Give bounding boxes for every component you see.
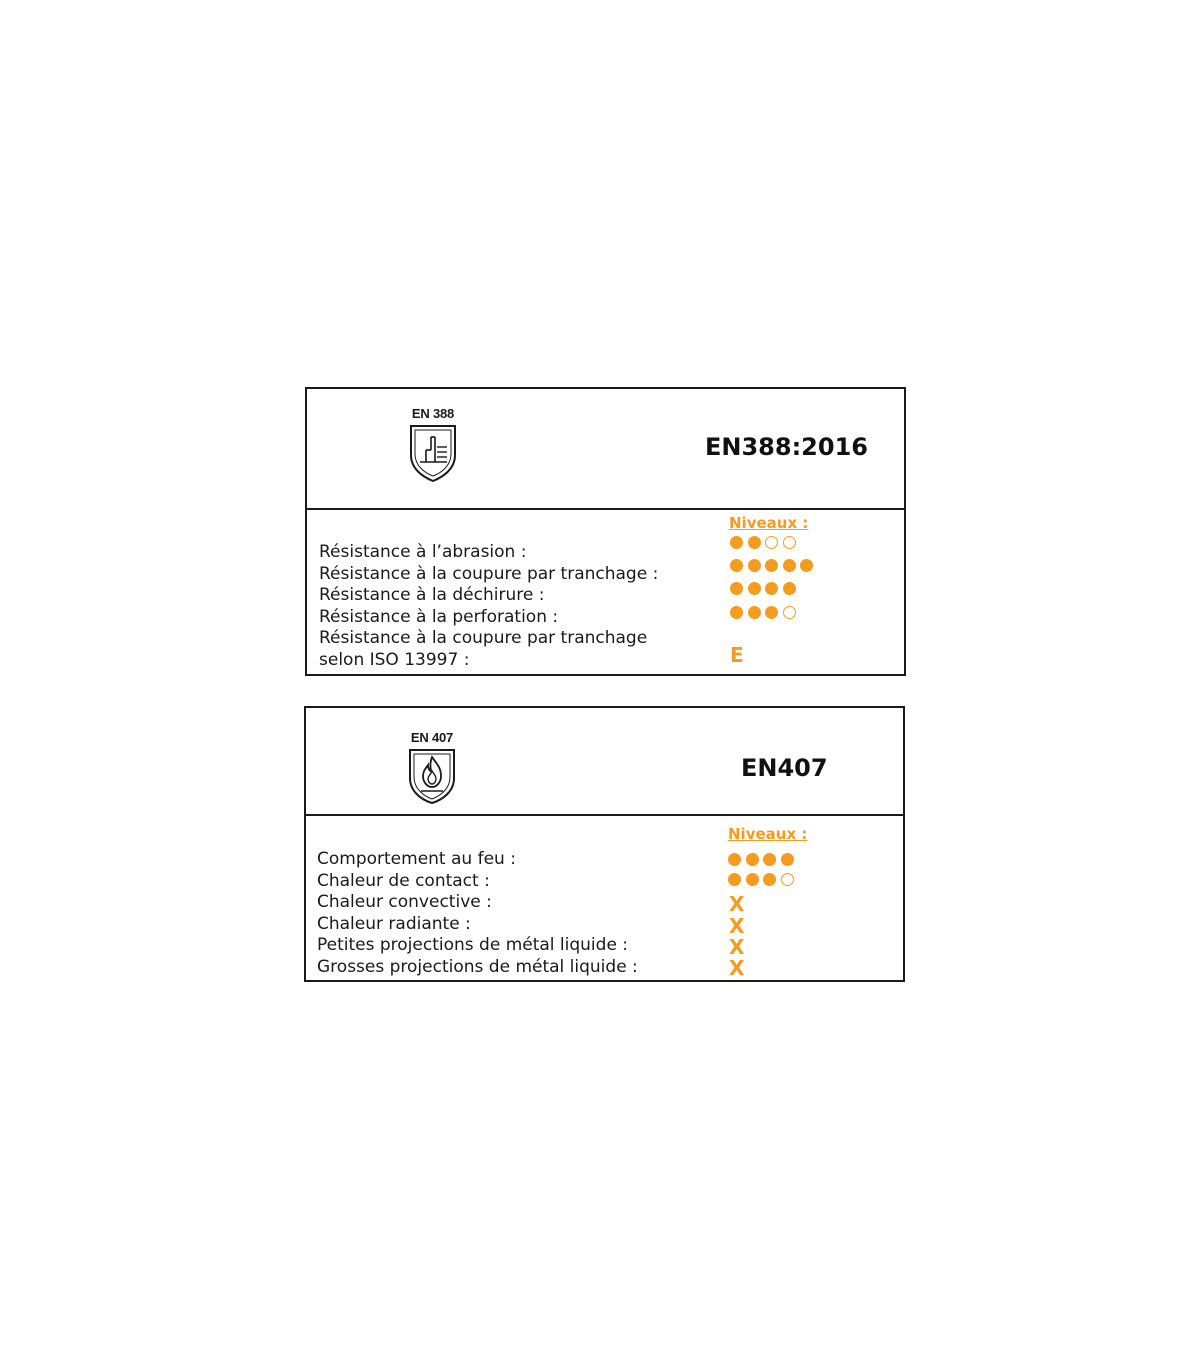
level-dot-filled	[730, 606, 743, 619]
en407-title: EN407	[741, 754, 828, 782]
level-dot-filled	[730, 559, 743, 572]
level-dot-filled	[800, 559, 813, 572]
en388-badge-label: EN 388	[411, 406, 455, 421]
convective-heat-level: X	[729, 892, 745, 916]
criteria-row: Chaleur convective :	[317, 892, 492, 912]
criteria-row: Chaleur radiante :	[317, 913, 471, 934]
contact-heat-rating	[728, 873, 798, 889]
level-dot-filled	[728, 853, 741, 866]
criteria-row: Résistance à la coupure par tranchage :	[319, 563, 659, 584]
level-dot-filled	[730, 582, 743, 595]
en388-badge	[403, 407, 463, 483]
criteria-row: Résistance à la coupure par tranchage	[319, 628, 648, 648]
criteria-row: Résistance à la perforation :	[319, 606, 559, 627]
burning-behaviour-rating	[728, 853, 798, 869]
puncture-rating	[730, 606, 800, 622]
criteria-row: Comportement au feu :	[317, 849, 516, 869]
iso-13997-level: E	[730, 643, 744, 667]
level-dot-filled	[728, 873, 741, 886]
en407-card	[304, 706, 905, 982]
level-dot-filled	[765, 582, 778, 595]
small-splash-level: X	[729, 935, 745, 959]
abrasion-rating	[730, 536, 800, 552]
flame-pictogram-icon	[406, 747, 458, 805]
level-dot-filled	[746, 853, 759, 866]
en407-criteria-list	[317, 849, 638, 978]
level-dot-empty	[765, 536, 778, 549]
level-dot-filled	[765, 559, 778, 572]
level-dot-filled	[763, 873, 776, 886]
criteria-row: Chaleur de contact :	[317, 870, 490, 891]
level-dot-filled	[746, 873, 759, 886]
glove-cut-pictogram-icon	[407, 423, 459, 483]
level-dot-filled	[748, 606, 761, 619]
level-dot-filled	[730, 536, 743, 549]
level-dot-filled	[763, 853, 776, 866]
criteria-row: selon ISO 13997 :	[319, 649, 470, 670]
en407-badge-label: EN 407	[410, 730, 454, 745]
en388-card	[305, 387, 906, 676]
large-splash-level: X	[729, 956, 745, 980]
en388-title: EN388:2016	[705, 433, 868, 461]
level-dot-filled	[783, 582, 796, 595]
blade-cut-rating	[730, 559, 818, 575]
level-dot-empty	[781, 873, 794, 886]
tear-rating	[730, 582, 800, 598]
level-dot-filled	[783, 559, 796, 572]
en407-badge	[402, 731, 462, 805]
level-dot-empty	[783, 606, 796, 619]
criteria-row: Résistance à l’abrasion :	[319, 542, 527, 562]
level-dot-empty	[783, 536, 796, 549]
level-dot-filled	[748, 582, 761, 595]
level-dot-filled	[781, 853, 794, 866]
level-dot-filled	[748, 536, 761, 549]
en388-criteria-list	[319, 542, 658, 671]
level-dot-filled	[748, 559, 761, 572]
criteria-row: Résistance à la déchirure :	[319, 585, 545, 605]
en388-header	[307, 389, 904, 510]
en388-levels-heading: Niveaux :	[729, 514, 809, 532]
en407-header	[306, 708, 903, 816]
radiant-heat-level: X	[729, 914, 745, 938]
level-dot-filled	[765, 606, 778, 619]
en407-levels-heading: Niveaux :	[728, 825, 808, 843]
criteria-row: Petites projections de métal liquide :	[317, 935, 629, 955]
criteria-row: Grosses projections de métal liquide :	[317, 956, 638, 977]
